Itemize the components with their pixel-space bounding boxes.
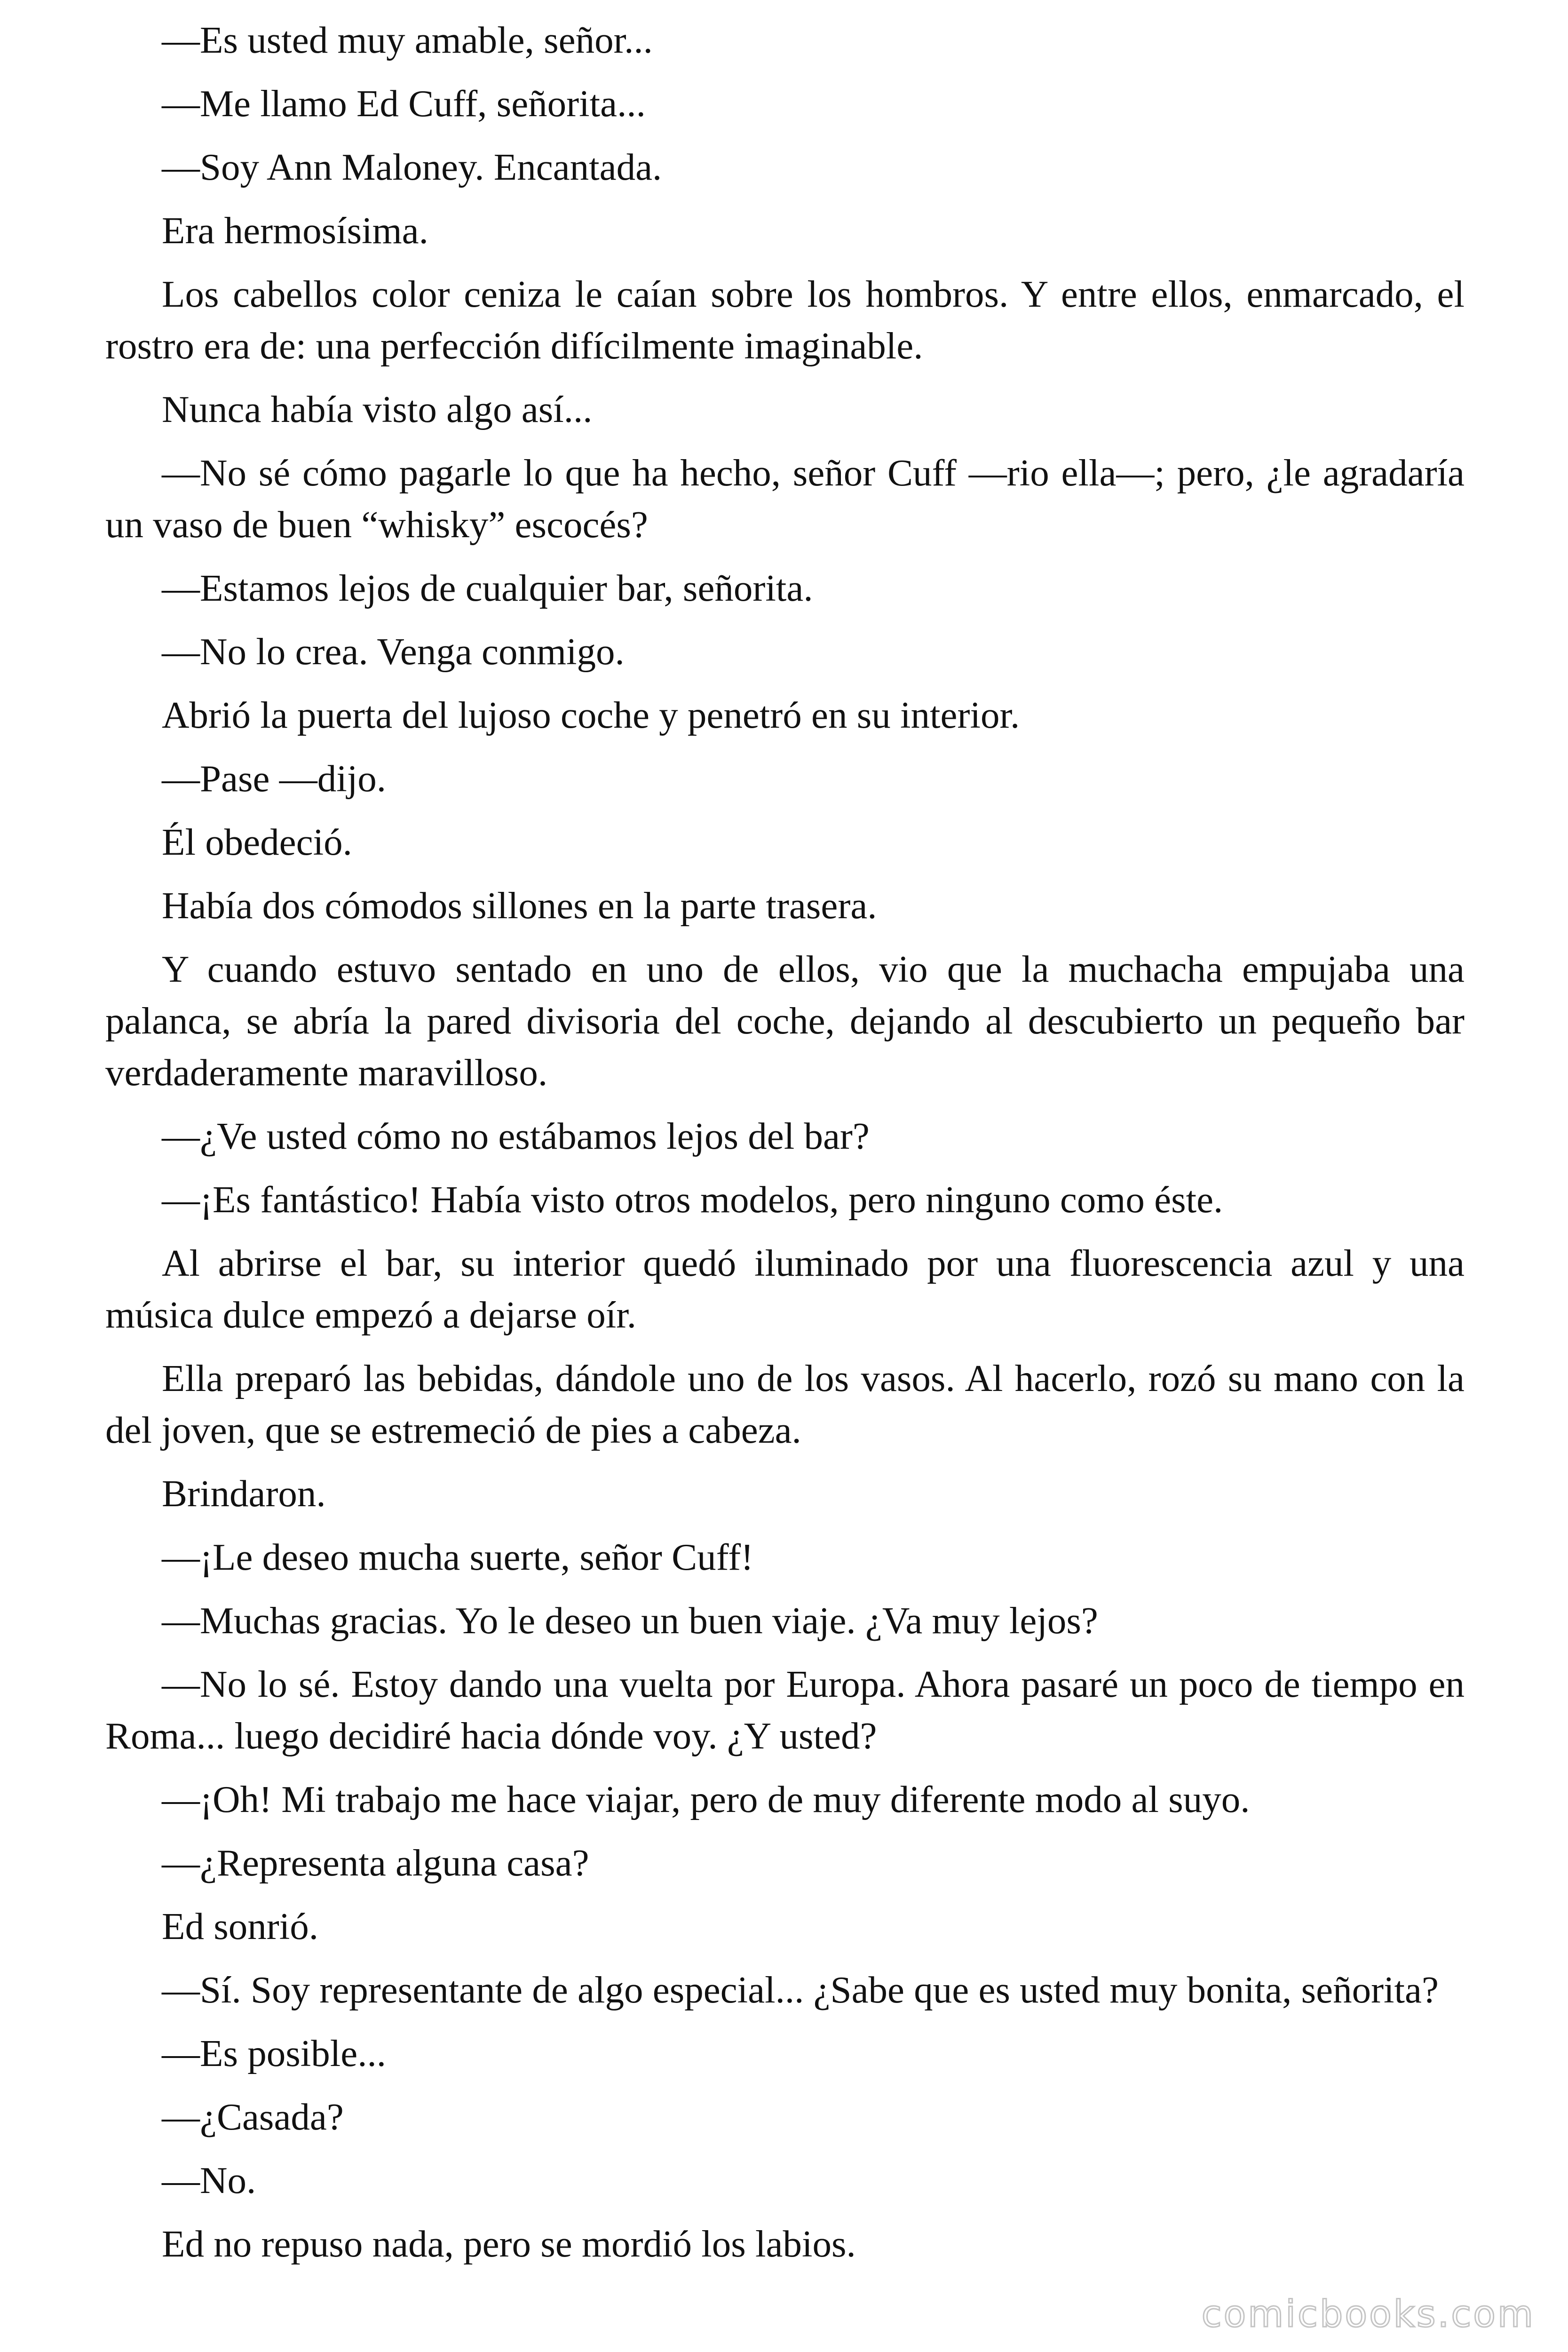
paragraph: —¿Representa alguna casa? [162,1842,589,1884]
paragraph: —No lo sé. Estoy dando una vuelta por Europa. Ahora pasaré un poco de tiempo en Roma... luego decidiré hacia dónde voy. ¿Y usted? [105,1663,1465,1757]
paragraph: —Estamos lejos de cualquier bar, señorita. [162,567,813,609]
paragraph: —¡Es fantástico! Había visto otros modelos, pero ninguno como éste. [162,1178,1223,1221]
paragraph: Al abrirse el bar, su interior quedó iluminado por una fluorescencia azul y una música dulce empezó a dejarse oír. [105,1242,1465,1336]
paragraph: —Soy Ann Maloney. Encantada. [162,146,662,188]
paragraph: Brindaron. [162,1472,326,1515]
paragraph: Los cabellos color ceniza le caían sobre los hombros. Y entre ellos, enmarcado, el rostro era de: una perfección difícilmente imaginable. [105,273,1465,367]
paragraph: —¿Ve usted cómo no estábamos lejos del bar? [162,1115,870,1157]
paragraph: —Muchas gracias. Yo le deseo un buen viaje. ¿Va muy lejos? [162,1599,1098,1642]
paragraph: —¿Casada? [162,2096,344,2138]
paragraph: —Sí. Soy representante de algo especial... ¿Sabe que es usted muy bonita, señorita? [162,1969,1439,2011]
paragraph: Ella preparó las bebidas, dándole uno de los vasos. Al hacerlo, rozó su mano con la del joven, que se estremeció de pies a cabeza. [105,1357,1465,1451]
paragraph: Nunca había visto algo así... [162,388,593,430]
watermark: comicbooks.com [1201,2293,1535,2336]
paragraph: Ed no repuso nada, pero se mordió los labios. [162,2223,856,2265]
paragraph: —No. [162,2159,256,2201]
paragraph: Él obedeció. [162,821,352,863]
paragraph: Ed sonrió. [162,1905,318,1947]
paragraph: —¡Oh! Mi trabajo me hace viajar, pero de muy diferente modo al suyo. [162,1778,1250,1820]
paragraph: —Me llamo Ed Cuff, señorita... [162,82,646,125]
paragraph: —Es usted muy amable, señor... [162,19,653,61]
paragraph: Era hermosísima. [162,209,428,252]
paragraph: —¡Le deseo mucha suerte, señor Cuff! [162,1536,754,1578]
paragraph: Había dos cómodos sillones en la parte trasera. [162,884,877,927]
paragraph: Abrió la puerta del lujoso coche y penetró en su interior. [162,694,1020,736]
paragraph: Y cuando estuvo sentado en uno de ellos, vio que la muchacha empujaba una palanca, se abría la pared divisoria del coche, dejando al descubierto un pequeño bar verdaderamente maravilloso. [105,948,1465,1094]
paragraph: —No lo crea. Venga conmigo. [162,630,625,673]
paragraph: —No sé cómo pagarle lo que ha hecho, señor Cuff —rio ella—; pero, ¿le agradaría un vaso de buen “whisky” escocés? [105,452,1465,546]
paragraph: —Es posible... [162,2032,386,2074]
body-text [105,14,1465,2281]
paragraph: —Pase —dijo. [162,757,386,800]
